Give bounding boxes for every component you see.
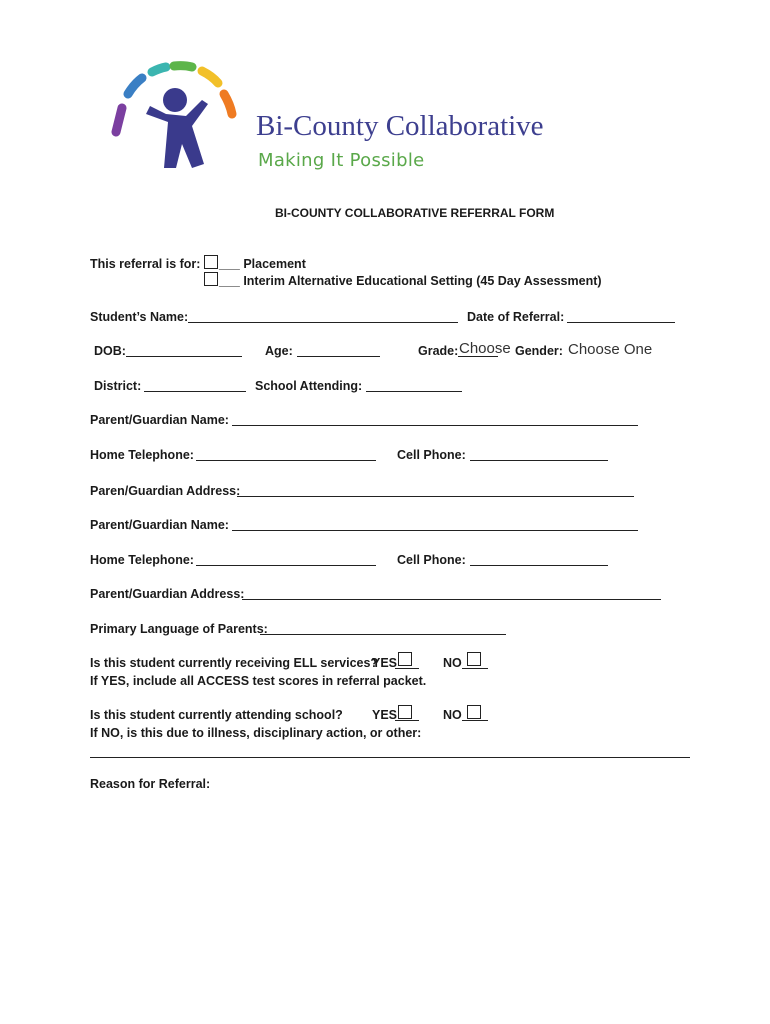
parent1-cell-phone-input[interactable] [470, 460, 608, 461]
ell-question: Is this student currently receiving ELL services? [90, 656, 379, 670]
date-of-referral-label: Date of Referral: [467, 310, 565, 324]
age-input[interactable] [297, 356, 380, 357]
interim-option-label: ___ Interim Alternative Educational Setting (45 Day Assessment) [219, 274, 602, 288]
attending-yes-label: YES [372, 708, 398, 722]
parent1-cell-phone-label: Cell Phone: [397, 448, 466, 462]
district-label: District: [94, 379, 142, 393]
attending-no-underline [462, 720, 488, 721]
attending-yes-underline [395, 720, 419, 721]
attending-note: If NO, is this due to illness, disciplinary action, or other: [90, 726, 422, 740]
attending-question: Is this student currently attending school? [90, 708, 343, 722]
parent1-home-phone-label: Home Telephone: [90, 448, 194, 462]
logo-title: Bi-County Collaborative [256, 110, 544, 142]
parent2-name-label: Parent/Guardian Name: [90, 518, 229, 532]
logo-arc-orange [224, 94, 232, 114]
logo [108, 56, 248, 176]
primary-language-input[interactable] [260, 634, 506, 635]
primary-language-label: Primary Language of Parents: [90, 622, 268, 636]
date-of-referral-input[interactable] [567, 322, 675, 323]
parent1-address-label: Paren/Guardian Address: [90, 484, 241, 498]
parent2-home-phone-input[interactable] [196, 565, 376, 566]
district-input[interactable] [144, 391, 246, 392]
parent2-cell-phone-input[interactable] [470, 565, 608, 566]
parent2-name-input[interactable] [232, 530, 638, 531]
parent1-name-input[interactable] [232, 425, 638, 426]
parent2-address-label: Parent/Guardian Address: [90, 587, 245, 601]
parent1-name-label: Parent/Guardian Name: [90, 413, 229, 427]
attending-yes-checkbox[interactable] [398, 705, 412, 719]
parent2-home-phone-label: Home Telephone: [90, 553, 194, 567]
parent1-home-phone-input[interactable] [196, 460, 376, 461]
grade-select[interactable]: Choose [459, 340, 511, 357]
attending-no-checkbox[interactable] [467, 705, 481, 719]
gender-label: Gender: [515, 344, 563, 358]
dob-input[interactable] [126, 356, 242, 357]
ell-yes-underline [395, 668, 419, 669]
logo-mark-icon [108, 56, 248, 176]
form-title: BI-COUNTY COLLABORATIVE REFERRAL FORM [275, 206, 555, 220]
ell-no-label: NO [443, 656, 462, 670]
logo-figure-head [163, 88, 187, 112]
ell-yes-label: YES [372, 656, 398, 670]
reason-for-referral-label: Reason for Referral: [90, 777, 211, 791]
parent1-address-input[interactable] [237, 496, 634, 497]
student-name-input[interactable] [188, 322, 458, 323]
dob-label: DOB: [94, 344, 126, 358]
ell-note: If YES, include all ACCESS test scores in referral packet. [90, 674, 427, 688]
school-attending-label: School Attending: [255, 379, 363, 393]
logo-arc-teal [152, 67, 166, 72]
school-attending-input[interactable] [366, 391, 462, 392]
parent2-cell-phone-label: Cell Phone: [397, 553, 466, 567]
gender-select[interactable]: Choose One [568, 341, 653, 358]
attending-no-label: NO [443, 708, 462, 722]
interim-checkbox[interactable] [204, 272, 218, 286]
logo-arc-green [174, 66, 192, 67]
ell-yes-checkbox[interactable] [398, 652, 412, 666]
age-label: Age: [265, 344, 293, 358]
logo-arc-blue [128, 78, 142, 94]
placement-checkbox[interactable] [204, 255, 218, 269]
parent2-address-input[interactable] [242, 599, 661, 600]
ell-no-underline [462, 668, 488, 669]
ell-no-checkbox[interactable] [467, 652, 481, 666]
referral-for-label: This referral is for: [90, 257, 201, 271]
grade-label: Grade: [418, 344, 459, 358]
placement-option-label: ___ Placement [219, 257, 306, 271]
logo-tagline: Making It Possible [258, 150, 425, 171]
reason-for-referral-area[interactable] [90, 798, 690, 998]
student-name-label: Student’s Name: [90, 310, 189, 324]
attending-reason-input[interactable] [90, 757, 690, 758]
logo-arc-purple [116, 108, 122, 132]
logo-arc-yellow [202, 71, 218, 83]
